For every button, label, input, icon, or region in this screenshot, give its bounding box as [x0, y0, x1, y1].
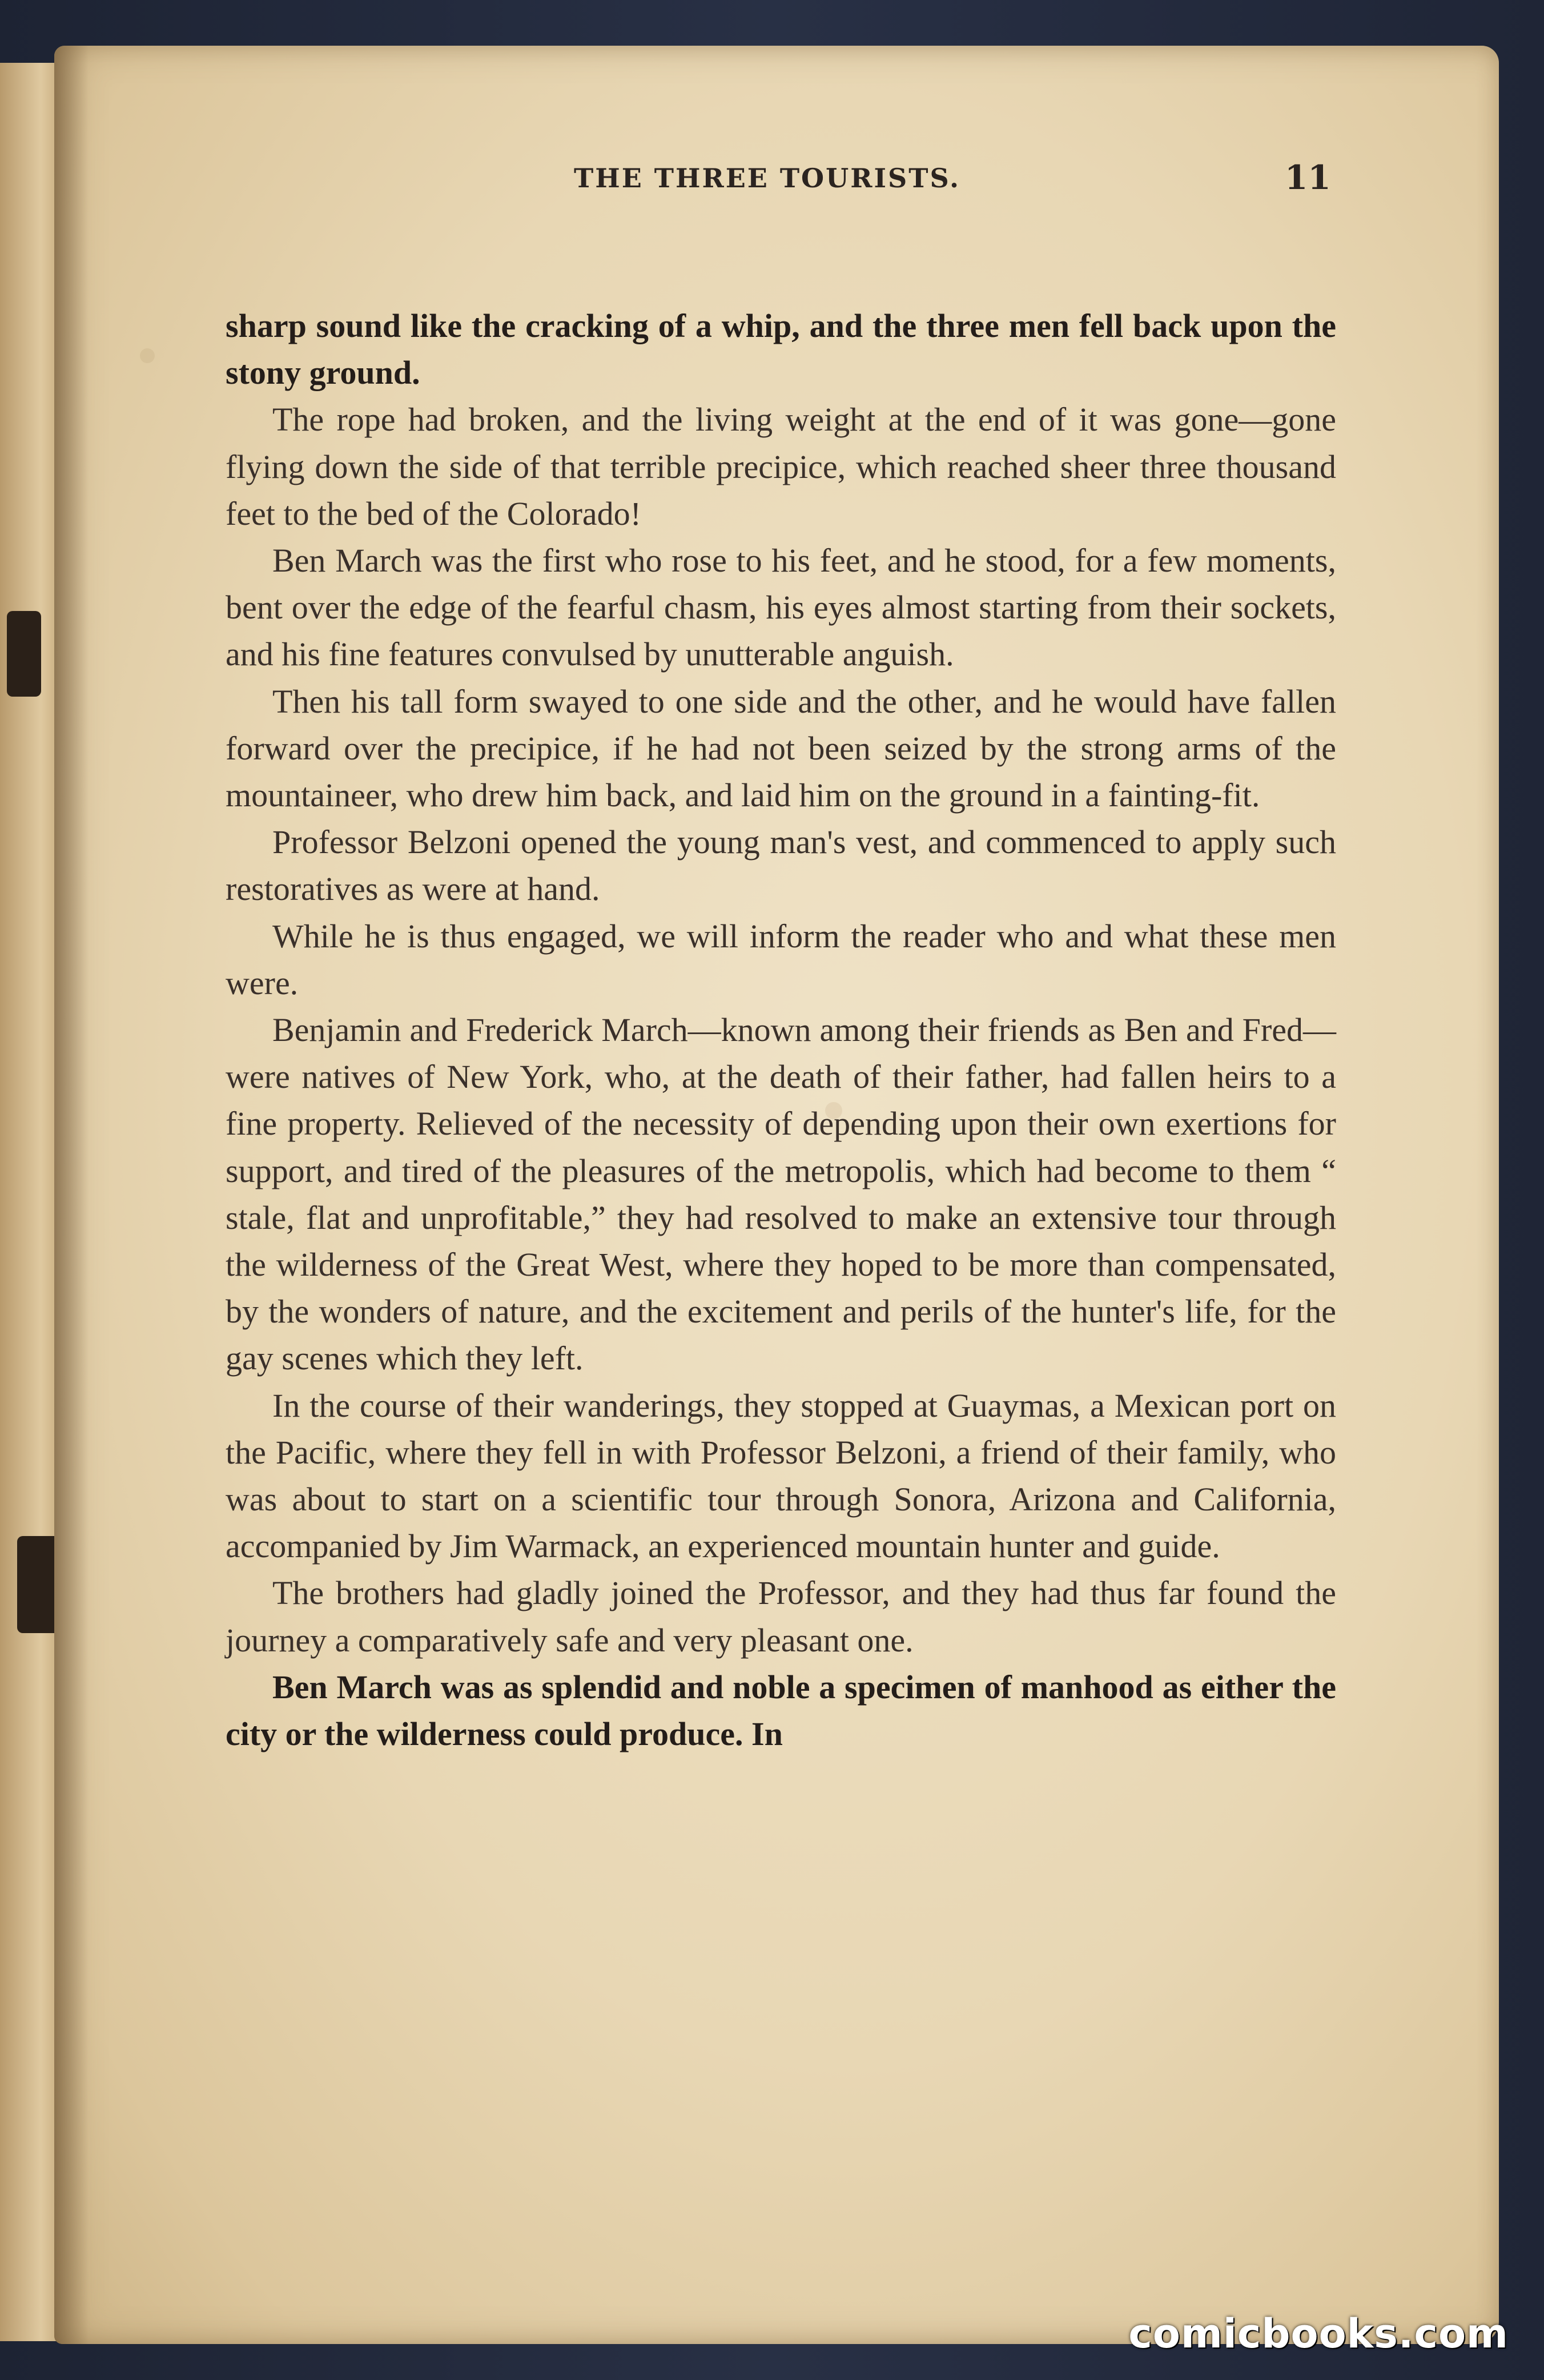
paper-stain: [140, 348, 155, 363]
body-text: [226, 303, 1336, 1758]
paragraph: Then his tall form swayed to one side and the other, and he would have fallen forward over the precipice, if he had not been seized by the strong arms of the mountaineer, who drew him back, and laid him on the ground in a fainting-fit.: [226, 682, 1336, 814]
binding-stitch: [7, 611, 41, 697]
running-title: THE THREE TOURISTS.: [574, 163, 961, 194]
paragraph: Benjamin and Frederick March—known among their friends as Ben and Fred—were natives of New York, who, at the death of their father, had fallen heirs to a fine property. Relieved of the necessity of depending upon their own exertions for support, and tired of the pleasures of the metropolis, which had become to them “ stale, flat and unprofitable,” they had resolved to make an extensive tour through the wilderness of the Great West, where they hoped to be more than compensated, by the wonders of nature, and the excitement and perils of the hunter's life, for the gay scenes which they left.: [226, 1011, 1336, 1377]
paragraph: Ben March was as splendid and noble a specimen of manhood as either the city or the wilderness could produce. In: [226, 1668, 1336, 1753]
site-watermark: comicbooks.com: [1128, 2310, 1509, 2357]
book-page: [54, 46, 1499, 2344]
paragraph: While he is thus engaged, we will inform the reader who and what these men were.: [226, 917, 1336, 1002]
paragraph: Professor Belzoni opened the young man's vest, and commenced to apply such restoratives as were at hand.: [226, 823, 1336, 908]
paragraph: The rope had broken, and the living weight at the end of it was gone—gone flying down the side of that terrible precipice, which reached sheer three thousand feet to the bed of the Colorado!: [226, 401, 1336, 532]
page-header: [54, 158, 1499, 208]
paragraph: The brothers had gladly joined the Professor, and they had thus far found the journey a comparatively safe and very pleasant one.: [226, 1574, 1336, 1659]
paragraph: In the course of their wanderings, they stopped at Guaymas, a Mexican port on the Pacific, where they fell in with Professor Belzoni, a friend of their family, who was about to start on a scientific tour through Sonora, Arizona and California, accompanied by Jim Warmack, an experienced mountain hunter and guide.: [226, 1386, 1336, 1565]
paragraph: sharp sound like the cracking of a whip, and the three men fell back upon the stony ground.: [226, 307, 1336, 392]
paragraph: Ben March was the first who rose to his feet, and he stood, for a few moments, bent over the edge of the fearful chasm, his eyes almost starting from their sockets, and his fine features convulsed by unutterable anguish.: [226, 542, 1336, 673]
gutter-shadow: [54, 46, 89, 2344]
page-number: 11: [1285, 158, 1331, 197]
